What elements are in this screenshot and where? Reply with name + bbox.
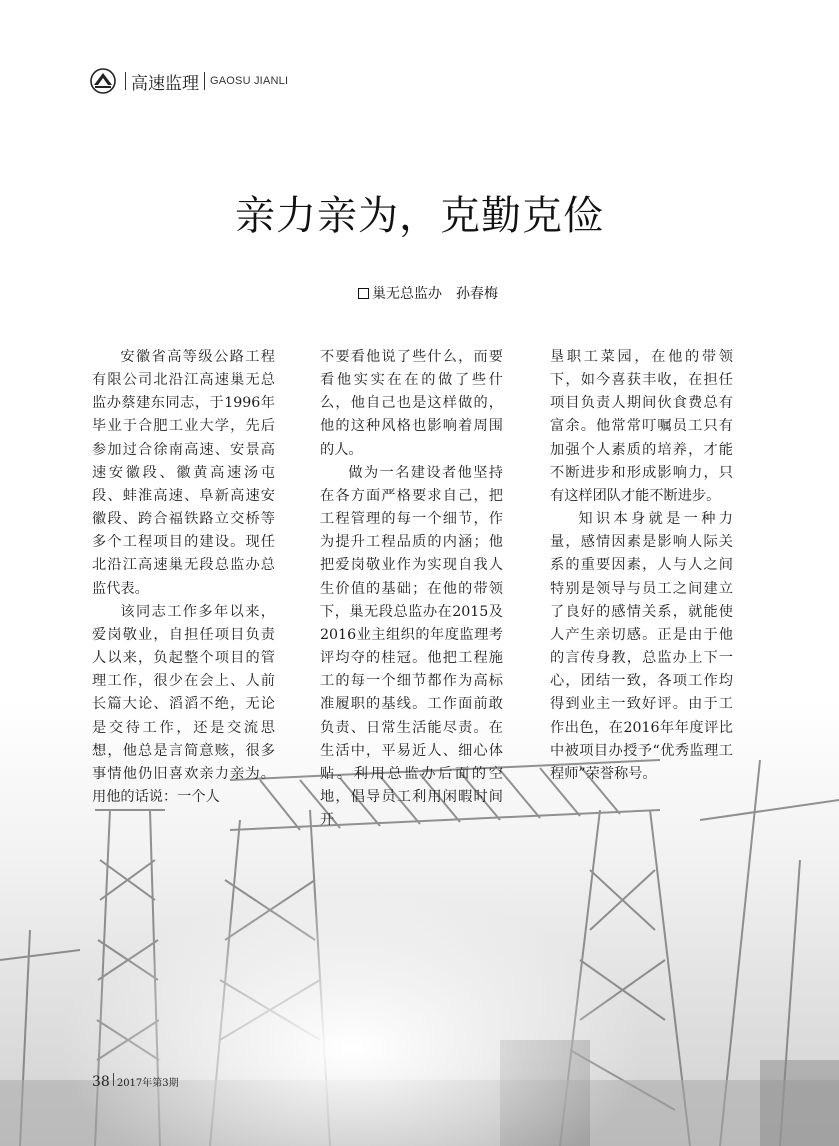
paragraph: 不要看他说了些什么，而要看他实实在在的做了些什么，他自己也是这样做的，他的这种风格也影响着周围的人。 [320,349,503,458]
text-column-1 [92,346,275,809]
section-header [90,68,288,94]
section-name-en: GAOSU JIANLI [210,75,289,87]
header-divider [125,72,126,90]
article-title: 亲力亲为，克勤克俭 [235,193,604,239]
page-footer [92,1073,179,1090]
text-column-2 [320,346,503,832]
issue-label: 2017年第3期 [116,1078,179,1089]
byline-author: 孙春梅 [456,286,498,302]
paragraph: 知识本身就是一种力量，感情因素是影响人际关系的重要因素，人与人之间特别是领导与员工之间建立了良好的感情关系，就能使人产生亲切感。正是由于他的言传身教，总监办上下一心，团结一致，各项工作均得到业主一致好评。由于工作出色，在2016年年度评比中被项目办授予“优秀监理工程师”荣誉称号。 [550,511,733,782]
section-name-cn: 高速监理 [131,73,199,94]
header-divider [204,72,205,90]
byline-box-icon [358,288,369,299]
byline [358,283,498,303]
footer-divider [113,1073,114,1086]
text-column-3 [550,346,733,786]
company-logo-icon [90,68,116,94]
byline-unit: 巢无总监办 [372,286,442,302]
paragraph: 做为一名建设者他坚持在各方面严格要求自己，把工程管理的每一个细节，作为提升工程品质的内涵；他把爱岗敬业作为实现自我人生价值的基础；在他的带领下，巢无段总监办在2015及2016业主组织的年度监理考评均夺的桂冠。他把工程施工的每一个细节都作为高标准履职的基线。工作面前敢负责、日常生活能尽责。在生活中，平易近人、细心体贴。利用总监办后面的空地，倡导员工利用闲暇时间开 [320,464,503,829]
paragraph: 垦职工菜园，在他的带领下，如今喜获丰收，在担任项目负责人期间伙食费总有富余。他常常叮嘱员工只有加强个人素质的培养，才能不断进步和形成影响力，只有这样团队才能不断进步。 [550,349,733,504]
paragraph: 该同志工作多年以来，爱岗敬业，自担任项目负责人以来，负起整个项目的管理工作，很少在会上、人前长篇大论、滔滔不绝，无论是交待工作，还是交流思想，他总是言简意赅，很多事情他仍旧喜欢亲力亲为。用他的话说：一个人 [92,603,275,805]
paragraph: 安徽省高等级公路工程有限公司北沿江高速巢无总监办蔡建东同志，于1996年毕业于合肥工业大学，先后参加过合徐南高速、安景高速安徽段、徽黄高速汤屯段、蚌淮高速、阜新高速安徽段、跨合福铁路立交桥等多个工程项目的建设。现任北沿江高速巢无段总监办总监代表。 [92,349,275,597]
page-number: 38 [92,1074,110,1090]
